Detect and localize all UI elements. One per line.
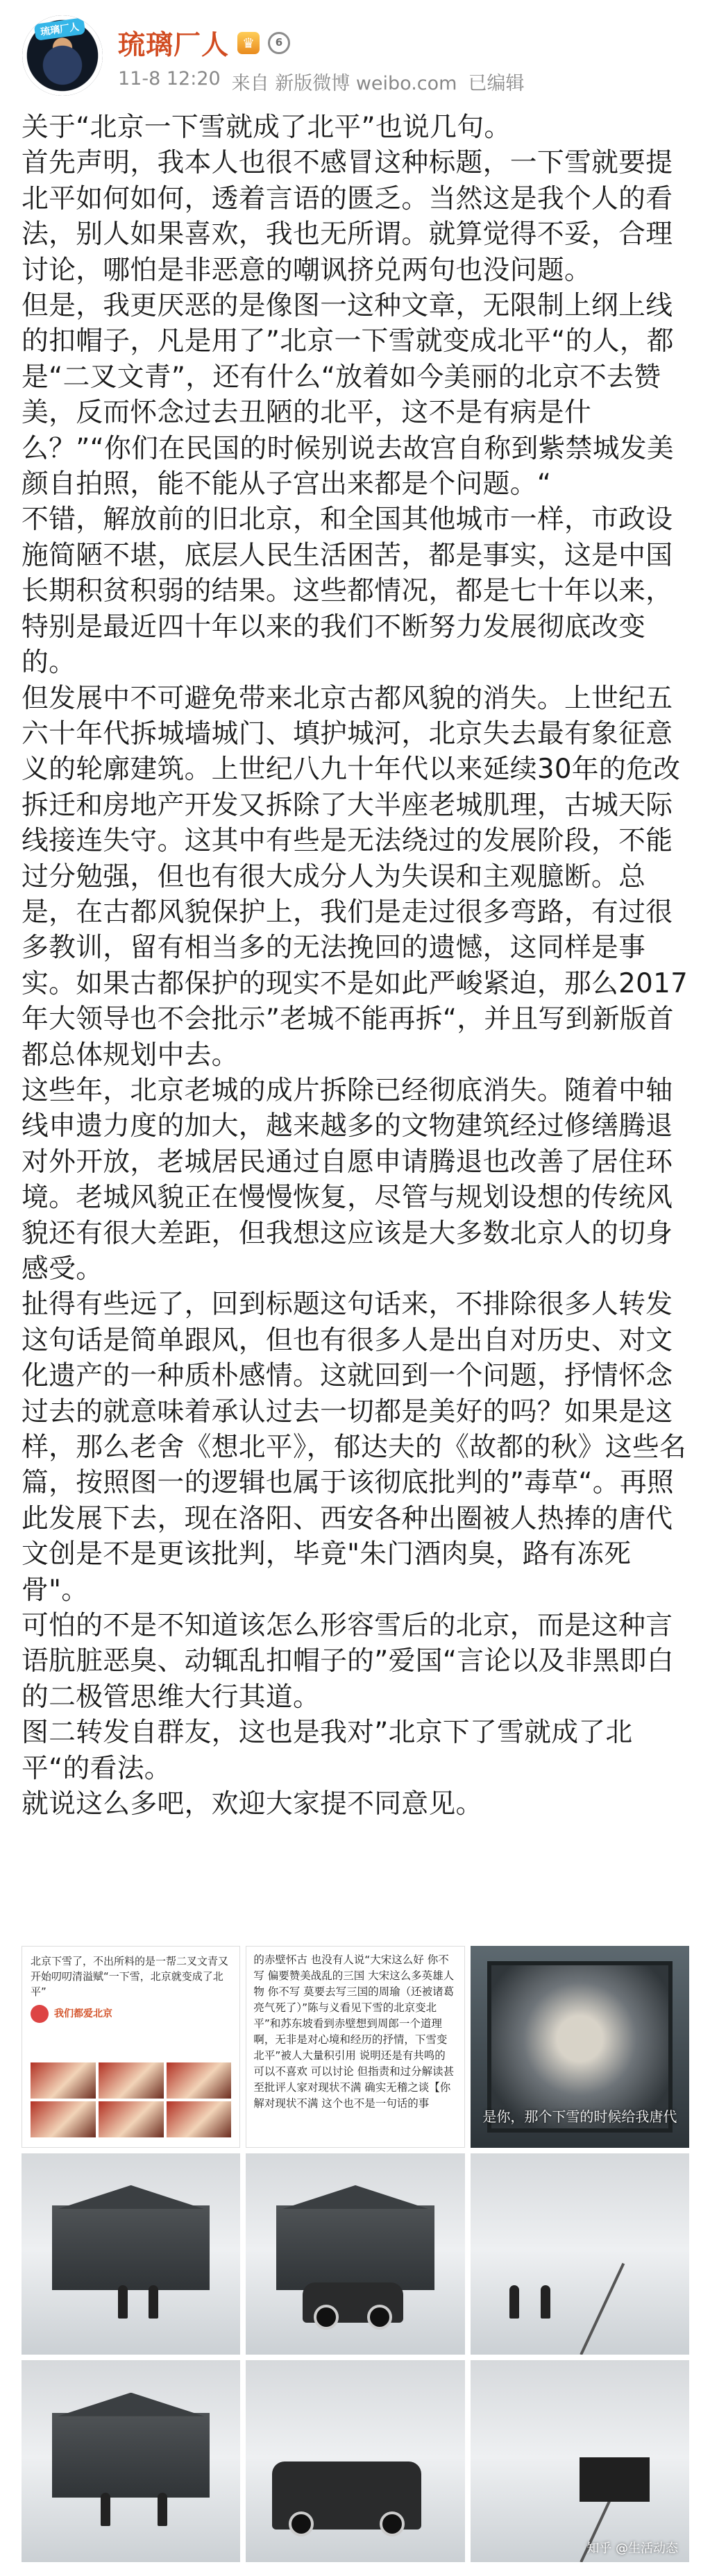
post-body bbox=[22, 110, 689, 1822]
shot1-account-row bbox=[31, 2005, 231, 2023]
railway-track bbox=[580, 2263, 625, 2355]
post-paragraph: 可怕的不是不知道该怎么形容雪后的北京，而是这种言语肮脏恶臭、动辄乱扣帽子的”爱国“言论以及非黑即白的二极管思维大行其道。 bbox=[22, 1610, 675, 1713]
pedestrian-figure bbox=[118, 2285, 128, 2319]
post-paragraph: 就说这么多吧，欢迎大家提不同意见。 bbox=[22, 1788, 483, 1820]
wheel-icon bbox=[367, 2305, 392, 2330]
author-avatar[interactable] bbox=[22, 15, 103, 96]
pedestrian-figure bbox=[158, 2493, 167, 2526]
post-paragraph: 不错，解放前的旧北京，和全国其他城市一样，市政设施简陋不堪，底层人民生活困苦，都是事实，这是中国长期积贫积弱的结果。这些都情况，都是七十年以来，特别是最近四十年以来的我们不断努力发展彻底改变的。 bbox=[22, 504, 673, 679]
shot2-text: 的赤壁怀古 也没有人说“大宋这么好 你不写 偏要赞美战乱的三国 大宋这么多英雄人物 你不写 莫要去写三国的周瑜（还被诸葛亮气死了）”陈与义看见下雪的北京变北平”和苏东坡看到赤壁想到周郎一个道理啊，无非是对心境和经历的抒情，下雪变北平”被人大量积引用 说明还是有共鸣的 可以不喜欢 可以讨论 但指责和过分解读甚至批评人家对现状不满 确实无稽之谈【你解对现状不满 这个也不是一句话的事 bbox=[253, 1954, 455, 2110]
image-3-window-photo[interactable] bbox=[471, 1946, 689, 2148]
vintage-car bbox=[303, 2282, 403, 2323]
post-source[interactable]: 来自 新版微博 weibo.com bbox=[231, 73, 457, 94]
post-header bbox=[0, 0, 710, 111]
post-paragraph: 扯得有些远了，回到标题这句话来，不排除很多人转发这句话是简单跟风，但也有很多人是出自对历史、对文化遗产的一种质朴感情。这就回到一个问题，抒情怀念过去的就意味着承认过去一切都是美好的吗？如果是这样，那么老舍《想北平》，郁达夫的《故都的秋》这些名篇，按照图一的逻辑也属于该彻底批判的”毒草“。再照此发展下去，现在洛阳、西安各种出圈被人热捧的唐代文创是不是更该批判，毕竟"朱门酒肉臭，路有冻死骨"。 bbox=[22, 1289, 687, 1606]
image-8-snowy-car[interactable] bbox=[246, 2360, 464, 2562]
gate-tower bbox=[52, 2413, 210, 2498]
image-6-snowy-station[interactable] bbox=[471, 2153, 689, 2355]
pedestrian-figure bbox=[509, 2285, 519, 2319]
shot1-thumbnails bbox=[31, 2062, 231, 2137]
author-name[interactable]: 琉璃厂人 bbox=[118, 30, 230, 61]
image-9-snowy-train[interactable] bbox=[471, 2360, 689, 2562]
thumbnail-image bbox=[167, 2101, 232, 2137]
thumbnail-image bbox=[99, 2101, 164, 2137]
author-name-row bbox=[118, 24, 290, 62]
image-caption: 是你，那个下雪的时候给我唐代 bbox=[482, 2108, 677, 2125]
image-4-snowy-tower[interactable] bbox=[22, 2153, 240, 2355]
shot1-headline: 北京下雪了，不出所料的是一帮二叉文青又开始叨叨清溢赋“一下雪，北京就变成了北平” bbox=[31, 1955, 229, 1998]
thumbnail-image bbox=[31, 2062, 96, 2099]
pedestrian-figure bbox=[101, 2493, 110, 2526]
pedestrian-figure bbox=[149, 2285, 158, 2319]
post-paragraph: 首先声明，我本人也很不感冒这种标题，一下雪就要提北平如何如何，透着言语的匮乏。当然这是我个人的看法，别人如果喜欢，我也无所谓。就算觉得不妥，合理讨论，哪怕是非恶意的嘲讽挤兑两句也没问题。 bbox=[22, 147, 673, 286]
shot1-account: 我们都爱北京 bbox=[54, 2008, 112, 2019]
thumbnail-image bbox=[31, 2101, 96, 2137]
city-gate bbox=[276, 2205, 434, 2290]
post-paragraph: 图二转发自群友，这也是我对”北京下了雪就成了北平“的看法。 bbox=[22, 1717, 633, 1784]
level-badge-icon: 6 bbox=[268, 32, 290, 54]
post-paragraph: 但是，我更厌恶的是像图一这种文章，无限制上纲上线的扣帽子，凡是用了”北京一下雪就变成北平“的人，都是“二叉文青”，还有什么“放着如今美丽的北京不去赞美，反而怀念过去丑陋的北平，这不是有病是什么？”“你们在民国的时候别说去故宫自称到紫禁城发美颜自拍照，能不能从子宫出来都是个问题。“ bbox=[22, 290, 675, 500]
post-paragraph: 这些年，北京老城的成片拆除已经彻底消失。随着中轴线申遗力度的加大，越来越多的文物建筑经过修缮腾退对外开放，老城居民通过自愿申请腾退也改善了居住环境。老城风貌正在慢慢恢复，尽管与规划设想的传统风貌还有很大差距，但我想这应该是大多数北京人的切身感受。 bbox=[22, 1074, 673, 1285]
vintage-car bbox=[272, 2461, 421, 2530]
image-grid bbox=[22, 1946, 689, 2562]
image-5-snowy-gate-car[interactable] bbox=[246, 2153, 464, 2355]
post-meta bbox=[118, 68, 524, 95]
member-crown-icon: ♛ bbox=[237, 32, 260, 54]
post-paragraph: 关于“北京一下雪就成了北平”也说几句。 bbox=[22, 112, 512, 143]
thumbnail-image bbox=[167, 2062, 232, 2099]
wheel-icon bbox=[314, 2305, 339, 2330]
image-1-screenshot[interactable] bbox=[22, 1946, 240, 2148]
post-paragraph: 但发展中不可避免带来北京古都风貌的消失。上世纪五六十年代拆城墙城门、填护城河，北京失去最有象征意义的轮廓建筑。上世纪八九十年代以来延续30年的危改拆迁和房地产开发又拆除了大半座老城肌理，古城天际线接连失守。这其中有些是无法绕过的发展阶段，不能过分勉强，但也有很大成分人为失误和主观臆断。总是，在古都风貌保护上，我们是走过很多弯路，有过很多教训，留有相当多的无法挽回的遗憾，这同样是事实。如果古都保护的现实不是如此严峻紧迫，那么2017年大领导也不会批示”老城不能再拆“，并且写到新版首都总体规划中去。 bbox=[22, 682, 688, 1071]
tower-building bbox=[52, 2205, 210, 2290]
watermark: 知乎 @生活动态 bbox=[586, 2541, 678, 2556]
avatar-tag: 琉璃厂人 bbox=[34, 17, 86, 41]
thumbnail-image bbox=[99, 2062, 164, 2099]
image-2-screenshot[interactable] bbox=[246, 1946, 464, 2148]
steam-train bbox=[580, 2457, 650, 2502]
pedestrian-figure bbox=[541, 2285, 550, 2319]
wheel-icon bbox=[380, 2511, 405, 2536]
edited-label[interactable]: 已编辑 bbox=[468, 73, 525, 94]
image-7-snowy-gate[interactable] bbox=[22, 2360, 240, 2562]
shot1-avatar bbox=[31, 2005, 49, 2023]
post-date[interactable]: 11-8 12:20 bbox=[118, 68, 221, 90]
wheel-icon bbox=[289, 2511, 314, 2536]
